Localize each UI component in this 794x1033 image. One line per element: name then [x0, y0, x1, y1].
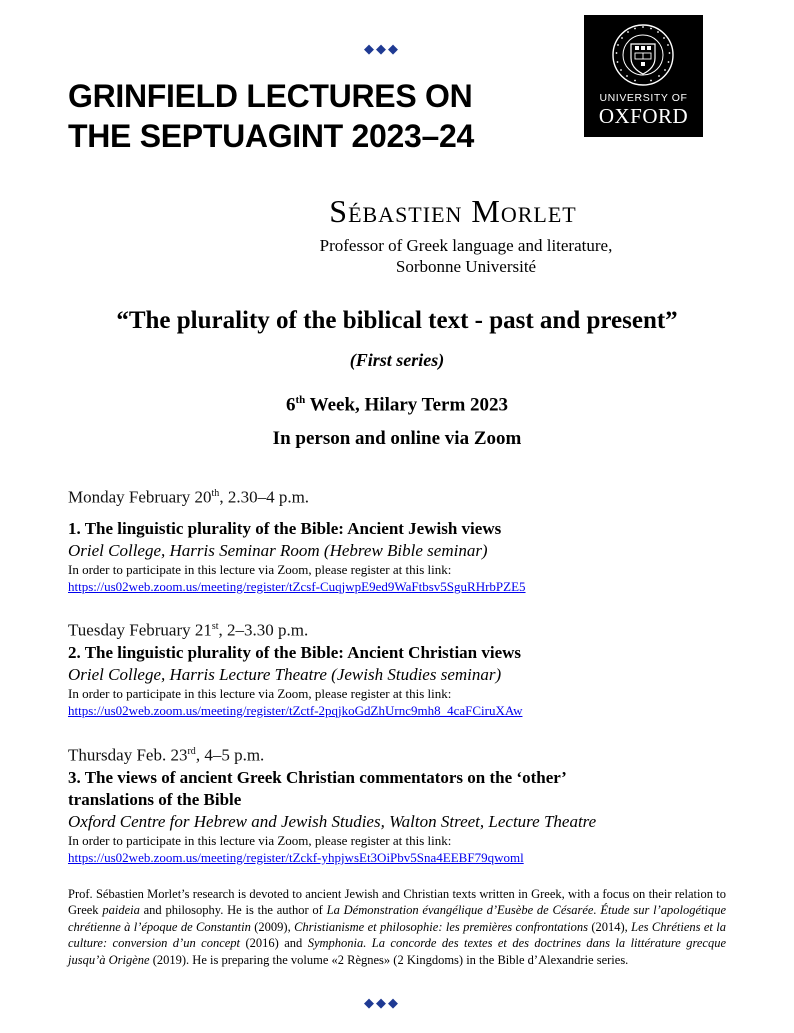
week-number: 6: [285, 394, 296, 416]
zoom-registration-text: In order to participate in this lecture via Zoom, please register at this link:: [68, 685, 452, 701]
speaker-role-line-1: Professor of Greek language and literature,: [319, 236, 613, 255]
session-venue: Oxford Centre for Hebrew and Jewish Studies, Walton Street, Lecture Theatre: [68, 811, 597, 831]
session-venue: Oriel College, Harris Seminar Room (Hebrew Bible seminar): [68, 540, 488, 560]
session-title-continued: translations of the Bible: [68, 789, 242, 809]
bottom-diamond-ornament: ◆◆◆: [364, 996, 400, 1011]
logo-oxford: OXFORD: [598, 104, 689, 128]
session-3: [68, 741, 748, 866]
oxford-logo: [584, 15, 703, 137]
attendance-mode: In person and online via Zoom: [272, 428, 522, 449]
session-title: 3. The views of ancient Greek Christian commentators on the ‘other’: [68, 767, 567, 787]
zoom-registration-link[interactable]: https://us02web.zoom.us/meeting/register/tZckf-yhpjwsEt3OiPbv5Sna4EEBF79qwoml: [68, 849, 524, 865]
speaker-role-line-2: Sorbonne Université: [395, 257, 537, 276]
zoom-registration-link[interactable]: https://us02web.zoom.us/meeting/register/tZcsf-CuqjwpE9ed9WaFtbsv5SguRHrbPZE5: [68, 578, 526, 594]
week-term-text: Week, Hilary Term 2023: [305, 394, 509, 416]
series-label: (First series): [349, 350, 445, 370]
week-term-heading: [0, 394, 794, 416]
session-date: Tuesday February 21st, 2–3.30 p.m.: [68, 620, 309, 640]
week-ordinal-suffix: th: [295, 394, 306, 406]
session-1: [68, 483, 748, 595]
title-line-2: THE SEPTUAGINT 2023–24: [68, 118, 474, 154]
session-title: 1. The linguistic plurality of the Bible: Ancient Jewish views: [68, 518, 502, 538]
lecture-series-title: “The plurality of the biblical text - past and present”: [116, 307, 678, 334]
speaker-name: Sébastien Morlet: [329, 193, 577, 229]
top-diamond-ornament: ◆◆◆: [364, 42, 400, 57]
logo-university-of: UNIVERSITY OF: [599, 92, 688, 104]
session-2: [68, 616, 748, 719]
zoom-registration-text: In order to participate in this lecture via Zoom, please register at this link:: [68, 561, 452, 577]
session-title: 2. The linguistic plurality of the Bible: Ancient Christian views: [68, 642, 522, 662]
session-date: Monday February 20th, 2.30–4 p.m.: [68, 487, 310, 507]
zoom-registration-text: In order to participate in this lecture via Zoom, please register at this link:: [68, 832, 452, 848]
speaker-biography: Prof. Sébastien Morlet’s research is devoted to ancient Jewish and Christian texts written in Greek, with a focus on their relation to Greek paideia and philosophy. He is the author of La Démonstration évangélique d’Eusèbe de Césarée. Étude sur l’apologétique chrétienne à l’époque de Constantin (2009), Christianisme et philosophie: les premières confrontations (2014), Les Chrétiens et la culture: conversion d’un concept (2016) and Symphonia. La concorde des textes et des doctrines dans la littérature grecque jusqu’à Origène (2019). He is preparing the volume «2 Règnes» (2 Kingdoms) in the Bible d’Alexandrie series.: [68, 887, 727, 967]
oxford-crest-icon: [611, 22, 675, 88]
title-line-1: GRINFIELD LECTURES ON: [68, 78, 473, 114]
session-date: Thursday Feb. 23rd, 4–5 p.m.: [68, 745, 265, 765]
page-title: [68, 76, 568, 156]
zoom-registration-link[interactable]: https://us02web.zoom.us/meeting/register/tZctf-2pqjkoGdZhUrnc9mh8_4caFCiruXAw: [68, 702, 523, 718]
session-venue: Oriel College, Harris Lecture Theatre (Jewish Studies seminar): [68, 664, 502, 684]
